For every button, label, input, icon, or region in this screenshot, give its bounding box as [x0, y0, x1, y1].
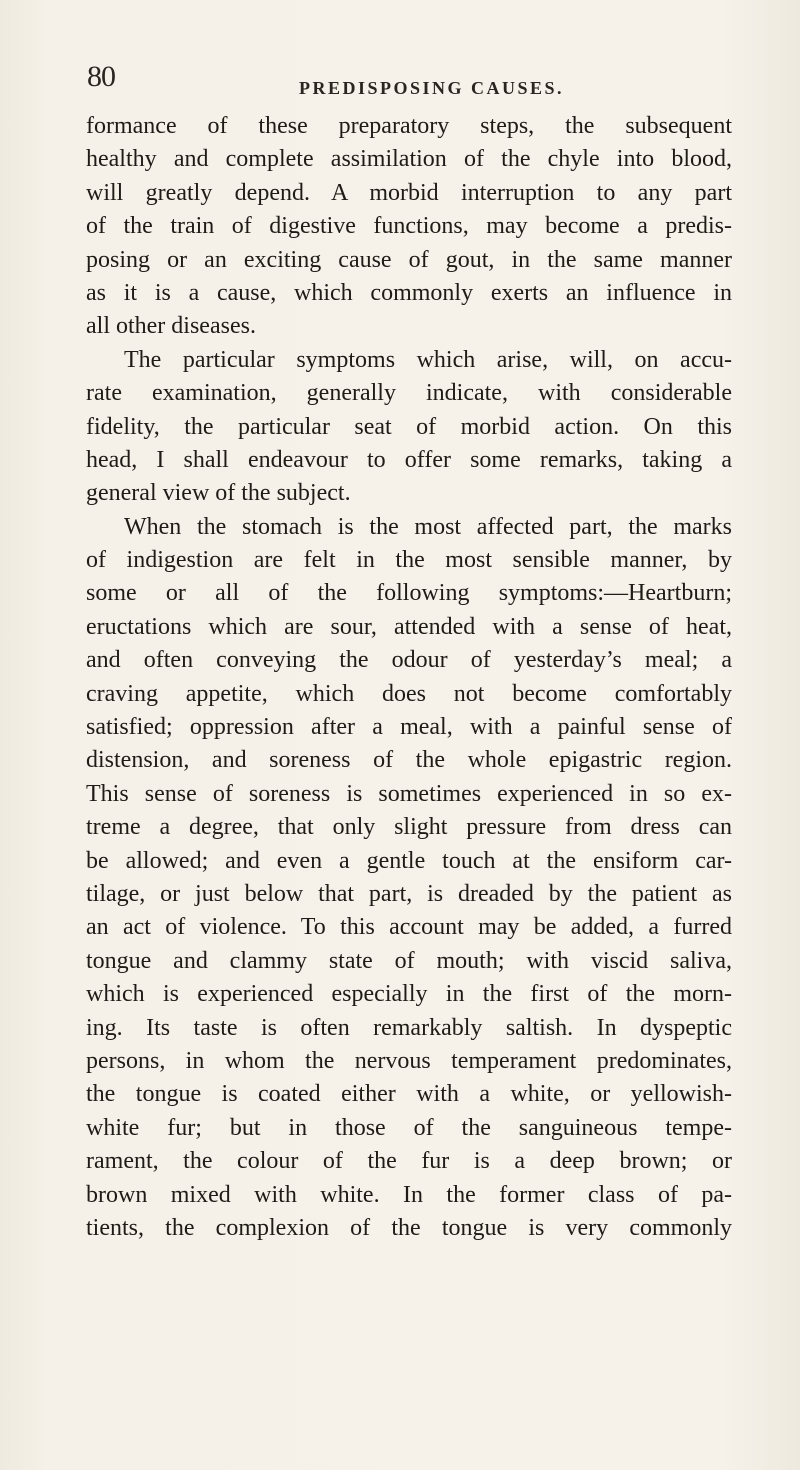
text-line: white fur; but in those of the sanguineous tempe- [86, 1114, 732, 1141]
text-line: persons, in whom the nervous temperament predominates, [86, 1047, 732, 1074]
text-line: healthy and complete assimilation of the chyle into blood, [86, 146, 732, 173]
text-line: This sense of soreness is sometimes experienced in so ex- [86, 780, 732, 807]
text-line: which is experienced especially in the first of the morn- [86, 981, 732, 1008]
text-line: distension, and soreness of the whole epigastric region. [86, 747, 732, 774]
text-line: tongue and clammy state of mouth; with viscid saliva, [86, 947, 732, 974]
text-line: satisfied; oppression after a meal, with a painful sense of [86, 714, 732, 741]
text-line: and often conveying the odour of yesterday’s meal; a [86, 647, 732, 674]
text-line: some or all of the following symptoms:—Heartburn; [86, 580, 732, 607]
text-line: an act of violence. To this account may be added, a furred [86, 914, 732, 941]
text-line: treme a degree, that only slight pressure from dress can [86, 814, 732, 841]
page-header [87, 60, 727, 104]
text-line: ing. Its taste is often remarkably saltish. In dyspeptic [86, 1014, 732, 1041]
text-line: rament, the colour of the fur is a deep brown; or [86, 1148, 732, 1175]
text-line: formance of these preparatory steps, the subsequent [86, 113, 732, 139]
text-line: fidelity, the particular seat of morbid action. On this [86, 413, 732, 440]
text-line: When the stomach is the most affected part, the marks [124, 513, 732, 540]
text-line: general view of the subject. [86, 480, 351, 507]
text-line: the tongue is coated either with a white, or yellowish- [86, 1081, 732, 1108]
text-line: will greatly depend. A morbid interruption to any part [86, 179, 732, 206]
text-line: craving appetite, which does not become comfortably [86, 680, 732, 707]
text-line: eructations which are sour, attended with a sense of heat, [86, 613, 732, 640]
text-line: The particular symptoms which arise, will, on accu- [124, 346, 732, 373]
text-line: rate examination, generally indicate, with considerable [86, 380, 732, 407]
body-text [86, 110, 732, 1245]
running-head: PREDISPOSING CAUSES. [299, 78, 565, 98]
text-line: posing or an exciting cause of gout, in the same manner [86, 246, 732, 273]
text-line: head, I shall endeavour to offer some remarks, taking a [86, 446, 732, 473]
page-number: 80 [87, 60, 115, 93]
text-line: tients, the complexion of the tongue is very commonly [86, 1214, 732, 1241]
text-line: of indigestion are felt in the most sensible manner, by [86, 547, 732, 574]
text-line: of the train of digestive functions, may become a predis- [86, 213, 732, 240]
text-line: be allowed; and even a gentle touch at the ensiform car- [86, 847, 732, 874]
text-line: as it is a cause, which commonly exerts an influence in [86, 279, 732, 306]
text-line: brown mixed with white. In the former class of pa- [86, 1181, 732, 1208]
text-line: all other diseases. [86, 313, 256, 340]
text-line: tilage, or just below that part, is dreaded by the patient as [86, 880, 732, 907]
